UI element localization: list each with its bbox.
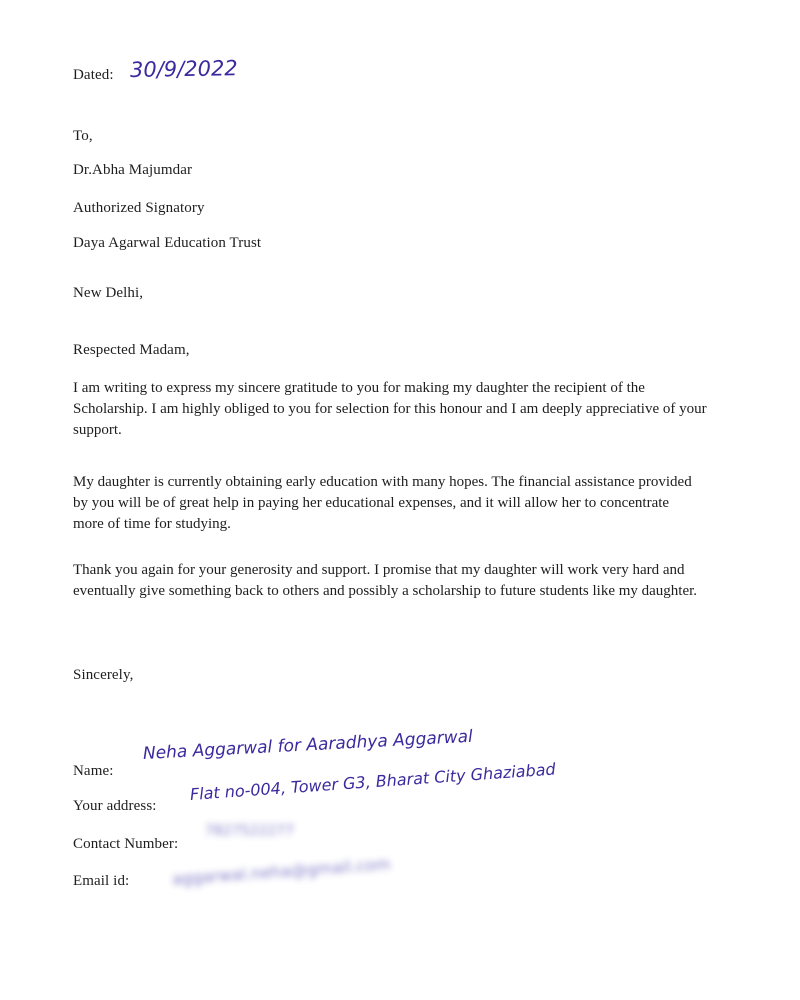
paragraph-1: I am writing to express my sincere gratitude to you for making my daughter the recipient of the Scholarship. I am highly obliged to you for selection for this honour and I am deeply appreciative of your support. bbox=[73, 380, 707, 438]
handwritten-name: Neha Aggarwal for Aaradhya Aggarwal bbox=[142, 726, 474, 764]
email-label: Email id: bbox=[73, 873, 130, 889]
handwritten-date: 30/9/2022 bbox=[129, 56, 238, 82]
name-label: Name: bbox=[73, 763, 114, 779]
recipient-organization: Daya Agarwal Education Trust bbox=[73, 235, 262, 251]
contact-label: Contact Number: bbox=[73, 836, 179, 852]
closing: Sincerely, bbox=[73, 667, 134, 683]
email-value-redacted: aggarwal.neha@gmail.com bbox=[171, 854, 391, 889]
salutation: Respected Madam, bbox=[73, 342, 190, 358]
paragraph-3: Thank you again for your generosity and support. I promise that my daughter will work very hard and eventually give something back to others and possibly a scholarship to future students like my daughter. bbox=[73, 562, 698, 599]
paragraph-2: My daughter is currently obtaining early education with many hopes. The financial assistance provided by you will be of great help in paying her educational expenses, and it will allow her to concentrate more of time for studying. bbox=[73, 474, 692, 532]
handwritten-address: Flat no-004, Tower G3, Bharat City Ghaziabad bbox=[189, 759, 557, 804]
to-label: To, bbox=[73, 128, 93, 144]
recipient-title: Authorized Signatory bbox=[73, 200, 205, 216]
contact-value-redacted: 7827522277 bbox=[205, 823, 295, 839]
recipient-city: New Delhi, bbox=[73, 285, 144, 301]
address-label: Your address: bbox=[73, 798, 157, 814]
dated-label: Dated: bbox=[73, 67, 114, 83]
recipient-name: Dr.Abha Majumdar bbox=[73, 162, 193, 178]
